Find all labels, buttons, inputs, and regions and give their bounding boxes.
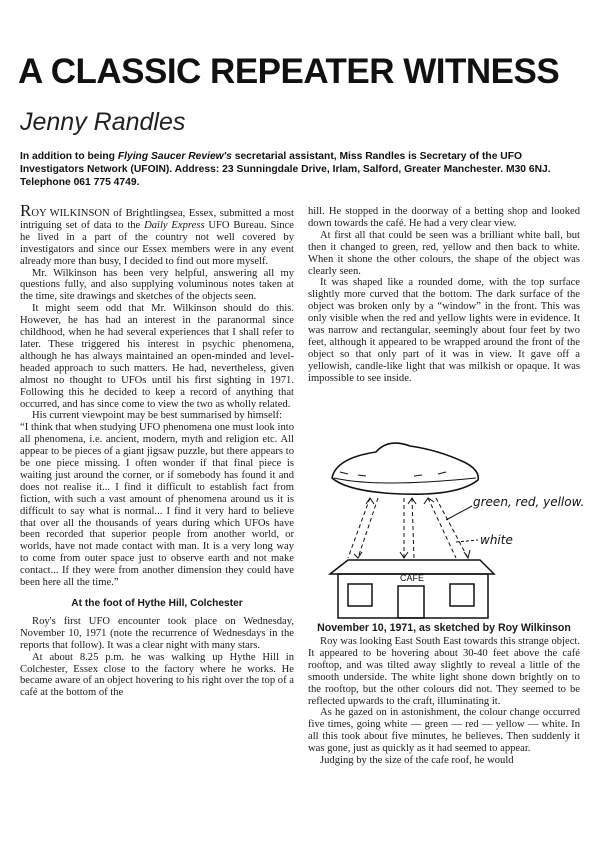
paragraph: His current viewpoint may be best summarised by himself: (32, 410, 283, 422)
sketch-label-colours: green, red, yellow. (473, 495, 585, 509)
intro-text-1: In addition to being (20, 151, 118, 162)
intro-text-2: secretarial assistant, Miss Randles is Secretary of the UFO Investigators Network (UFOIN). Address: 23 Sunningdale Drive, Irlam, Salford, Greater Manchester. M30 6NJ. Telephone 061 775 4749. (20, 151, 551, 188)
paragraph: At about 8.25 p.m. he was walking up Hythe Hill in Colchester, Essex close to the factory where he works. He became aware of an object hovering to his right over the top of a café at the bottom of the (20, 651, 294, 699)
paragraph: Roy was looking East South East towards this strange object. It appeared to be hovering about 30-40 feet above the café rooftop, and was tilted away slightly to reveal a little of the smooth underside. The white light shone down brightly on to the rooftop, but the other colours did not. They seemed to be reflected upwards to the craft, illuminating it. (308, 636, 580, 707)
publication-name: Daily Express (144, 219, 205, 231)
paragraph: It might seem odd that Mr. Wilkinson should do this. However, he has had an interest in the paranormal since childhood, when he had several experiences that I shall refer to later. These triggered his interest in psychic phenomena, although he has always maintained an open-minded and level-headed approach to such matters. He had, nevertheless, given almost no thought to UFOs until his first sighting in 1971. Following this he decided to keep a record of anything that occurred, and has since come to view the two as wholly related. (20, 303, 294, 410)
witness-sketch (318, 440, 585, 620)
paragraph: Judging by the size of the cafe roof, he would (320, 755, 514, 767)
drop-cap: R (20, 201, 32, 220)
right-column-bottom (308, 636, 580, 767)
quotation: “I think that when studying UFO phenomena one must look into all phenomena, i.e. ancient, modern, myth and religion etc. All appear to be pieces of a giant jigsaw puzzle, but there appears to be one piece missing. I often wonder if that final piece is waiting just around the corner, or if somebody has found it and does not realise it... I find it difficult to establish fact from fiction, with such a vast amount of phenomena around us it is difficult to say what is normal... I find it very hard to believe that over all the thousands of years during which UFOs have been recorded that superior people from another world, or worlds, have not made contact with man. It is a very long way to come from outer space just to observe earth and not make contact... If they were from another dimension they could have been here all the time.” (20, 422, 294, 589)
author-intro (20, 150, 580, 189)
paragraph: Mr. Wilkinson has been very helpful, answering all my questions fully, and also supplying voluminous notes taken at the time, site drawings and sketches of the objects seen. (20, 267, 294, 303)
paragraph-text: OY WILKINSON of Brightlingsea, Essex, submitted a most intriguing set of data to the (20, 208, 294, 231)
author-byline: Jenny Randles (20, 108, 186, 136)
light-beams (348, 498, 470, 558)
intro-publication: Flying Saucer Review's (117, 151, 232, 162)
cafe-building-icon (330, 560, 494, 618)
left-column (20, 201, 294, 699)
paragraph: It was shaped like a rounded dome, with the top surface slightly more curved that the bottom. The dark surface of the object was broken only by a “window” in the front. This was only visible when the red and yellow lights were in evidence. It was narrow and rectangular, seemingly about four feet by two feet, although it appeared to be wrapped around the front of the object so that only part of it was in view. It gave off a yellowish, candle-like light that was milkish or opaque. It was impossible to see inside. (308, 277, 580, 384)
sketch-label-white: white (480, 533, 513, 547)
section-subheading: At the foot of Hythe Hill, Colchester (71, 598, 243, 609)
paragraph (20, 201, 294, 268)
cafe-sign: CAFÉ (400, 573, 425, 583)
ufo-icon (332, 443, 478, 494)
paragraph: hill. He stopped in the doorway of a betting shop and looked down towards the café. He had a very clear view. (308, 206, 580, 229)
paragraph: At first all that could be seen was a brilliant white ball, but then it changed to green, red, yellow and then back to white. When it shone the other colours, the shape of the object was clearly seen. (308, 229, 580, 277)
paragraph-text: UFO Bureau. Since he lived in a part of the country not well covered by investigators and since our Essex members were in any event already more than busy, I decided to find out more myself. (20, 219, 294, 267)
sketch-drawing (318, 440, 585, 620)
right-column-top (308, 206, 580, 385)
figure-caption: November 10, 1971, as sketched by Roy Wilkinson (317, 622, 571, 634)
paragraph: As he gazed on in astonishment, the colour change occurred five times, going white — green — red — yellow — white. In all this took about five minutes, he believes. Then suddenly it was gone, just as quickly as it had seemed to appear. (308, 707, 580, 755)
paragraph: Roy's first UFO encounter took place on Wednesday, November 10, 1971 (note the recurrence of Wednesdays in the reports that follow). It was a clear night with many stars. (20, 615, 294, 651)
article-title: A CLASSIC REPEATER WITNESS (18, 52, 560, 91)
